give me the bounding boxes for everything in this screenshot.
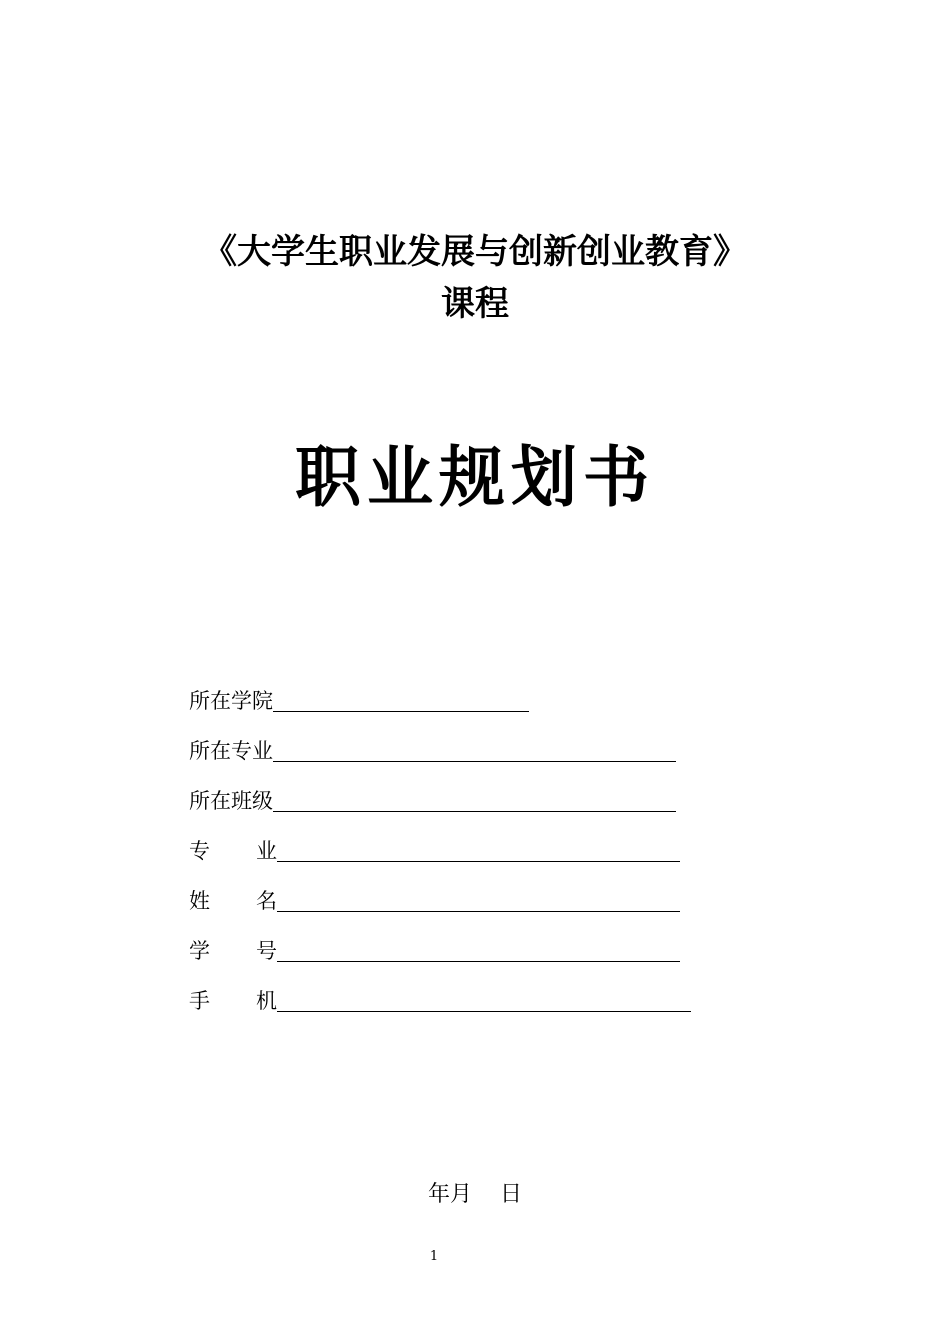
field-name-underline[interactable] (277, 889, 680, 912)
field-class (189, 784, 676, 814)
page-number: 1 (429, 1249, 439, 1264)
document-title: 职业规划书 (295, 439, 655, 516)
field-major-underline[interactable] (277, 839, 680, 862)
field-phone-label-a: 手 (189, 989, 210, 1013)
field-college (189, 684, 529, 714)
field-name (189, 884, 680, 914)
field-major (189, 834, 680, 864)
field-student-id-label-a: 学 (189, 939, 210, 963)
field-student-id-label (189, 938, 277, 964)
field-major-label-a: 专 (189, 839, 210, 863)
field-student-id-label-b: 号 (256, 939, 277, 963)
field-student-id-underline[interactable] (277, 939, 680, 962)
field-department-underline[interactable] (273, 739, 676, 762)
field-phone (189, 984, 691, 1014)
field-class-underline[interactable] (273, 789, 676, 812)
date-line: 年月 日 (428, 1182, 522, 1207)
field-name-label-a: 姓 (189, 889, 210, 913)
field-name-label-b: 名 (256, 889, 277, 913)
field-phone-underline[interactable] (277, 989, 691, 1012)
course-title-line1: 《大学生职业发展与创新创业教育》 (203, 232, 747, 272)
field-college-underline[interactable] (273, 689, 529, 712)
course-title-line2: 课程 (441, 284, 509, 324)
field-student-id (189, 934, 680, 964)
field-phone-label (189, 988, 277, 1014)
field-name-label (189, 888, 277, 914)
field-major-label (189, 838, 277, 864)
field-department (189, 734, 676, 764)
field-major-label-b: 业 (256, 839, 277, 863)
field-department-label: 所在专业 (189, 739, 273, 763)
field-phone-label-b: 机 (256, 989, 277, 1013)
field-college-label: 所在学院 (189, 689, 273, 713)
field-class-label: 所在班级 (189, 789, 273, 813)
